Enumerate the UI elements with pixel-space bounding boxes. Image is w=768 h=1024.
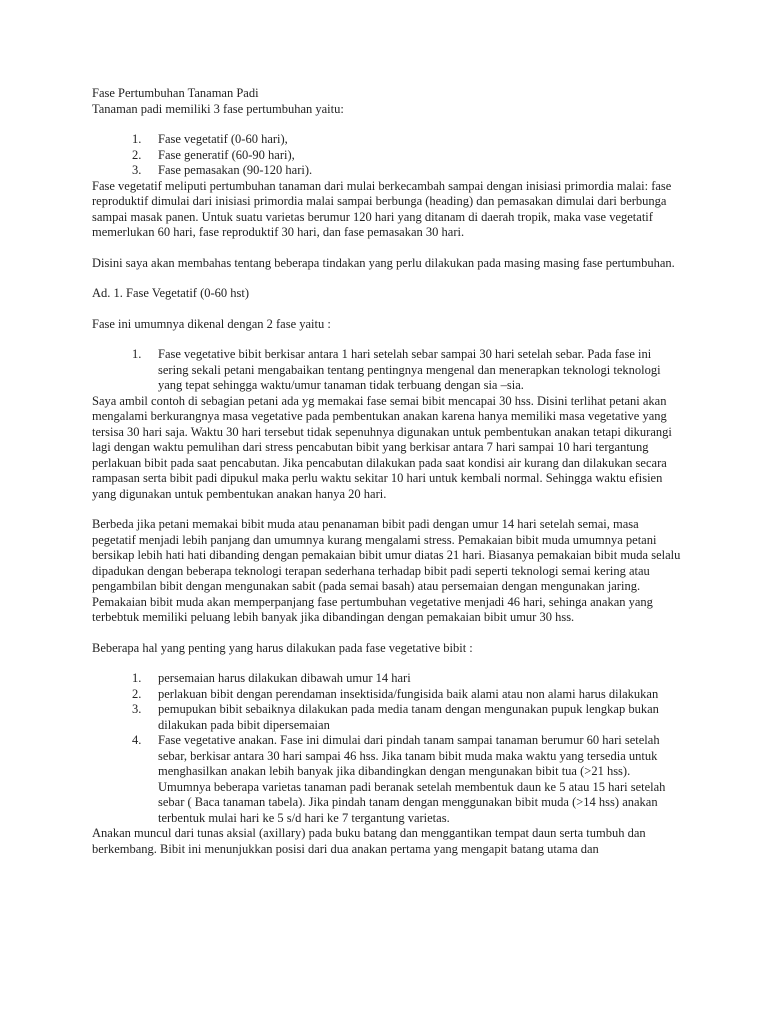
list-item-text: persemaian harus dilakukan dibawah umur 14 hari: [158, 671, 411, 685]
list-item: [92, 687, 682, 703]
tiller-paragraph: Anakan muncul dari tunas aksial (axillary) pada buku batang dan menggantikan tempat daun serta tumbuh dan berkembang. Bibit ini menunjukkan posisi dari dua anakan pertama yang mengapit batang utama dan: [92, 826, 646, 856]
list-item-text: Fase vegetative bibit berkisar antara 1 hari setelah sebar sampai 30 hari setelah sebar. Pada fase ini sering sekali petani mengabaikan tentang pentingnya mengenal dan menerapkan teknologi teknologi yang tepat sehingga waktu/umur tanaman tidak terbuang dengan sia –sia.: [158, 347, 661, 392]
list-item: [92, 733, 682, 826]
young-seedling-paragraph: Berbeda jika petani memakai bibit muda atau penanaman bibit padi dengan umur 14 hari setelah semai, masa pegetatif menjadi lebih panjang dan umumnya kurang mengalami stress. Pemakaian bibit muda umumnya petani bersikap lebih hati hati dibanding dengan pemakaian bibit umur diatas 21 hari. Biasanya pemakaian bibit muda selalu dipadukan dengan beberapa teknologi terapan sederhana terhadap bibit padi seperti teknologi semai kering atau pengambilan bibit dengan mengunakan sabit (pada semai basah) atau persemaian dengan mengunakan jaring. Pemakaian bibit muda akan memperpanjang fase pertumbuhan vegetative menjadi 46 hari, sehinga anakan yang terbebtuk memiliki peluang lebih banyak jika dibandingan dengan pemakaian bibit umur 30 hss.: [92, 517, 681, 624]
list-item: [92, 702, 682, 733]
spacer: [92, 271, 682, 286]
section-heading: Ad. 1. Fase Vegetatif (0-60 hst): [92, 286, 250, 300]
list-item-text: Fase generatif (60-90 hari),: [158, 147, 295, 162]
list-item-text: perlakuan bibit dengan perendaman insektisida/fungisida baik alami atau non alami harus dilakukan: [158, 686, 659, 701]
list-number: 1.: [132, 132, 142, 146]
list-item: [92, 148, 682, 164]
list-item-text: Fase vegetative anakan. Fase ini dimulai dari pindah tanam sampai tanaman berumur 60 hari setelah sebar, berkisar antara 30 hari sampai 46 hss. Jika tanam bibit muda maka waktu yang tersedia untuk menghasilkan anakan lebih banyak jika dibandingkan dengan mengunakan bibit tua (>21 hss). Umumnya beberapa varietas tanaman padi beranak setelah membentuk daun ke 5 atau 15 hari setelah sebar ( Baca tanaman tabela). Jika pindah tanam dengan menggunakan bibit muda (>14 hss) anakan terbentuk mulai hari ke 5 s/d hari ke 7 tergantung varietas.: [158, 733, 666, 825]
list-number: 1.: [132, 347, 142, 361]
discussion-intro-paragraph: Disini saya akan membahas tentang beberapa tindakan yang perlu dilakukan pada masing masing fase pertumbuhan.: [92, 255, 675, 270]
list-item-text: Fase pemasakan (90-120 hari).: [158, 163, 313, 177]
list-number: 2.: [132, 686, 142, 701]
important-steps-list: [92, 671, 682, 826]
example-paragraph: Saya ambil contoh di sebagian petani ada yg memakai fase semai bibit mencapai 30 hss. Disini terlihat petani akan mengalami berkurangnya masa vegetative pada pembentukan anakan karena hanya memiliki masa vegetative yang tersisa 30 hari saja. Waktu 30 hari tersebut tidak sepenuhnya digunakan untuk pembentukan anakan tetapi dikurangi lagi dengan waktu pemulihan dari stress pencabutan bibit yang berkisar antara 7 hari sampai 10 hari tergantung perlakuan bibit pada saat pencabutan. Jika pencabutan dilakukan pada saat kondisi air kurang dan dilakukan secara rampasan serta bibit padi dipukul maka perlu waktu sekitar 10 hari untuk kembali normal. Sehingga waktu efisien yang digunakan untuk pembentukan anakan hanya 20 hari.: [92, 393, 672, 501]
vegetative-phase-list: [92, 347, 682, 394]
spacer: [92, 332, 682, 347]
spacer: [92, 626, 682, 641]
list-item-text: pemupukan bibit sebaiknya dilakukan pada media tanam dengan mengunakan pupuk lengkap bukan dilakukan pada bibit dipersemaian: [158, 702, 659, 732]
subphase-intro-paragraph: Fase ini umumnya dikenal dengan 2 fase yaitu :: [92, 316, 331, 331]
phase-list: [92, 132, 682, 179]
spacer: [92, 302, 682, 317]
phase-description-paragraph: Fase vegetatif meliputi pertumbuhan tanaman dari mulai berkecambah sampai dengan inisiasi primordia malai: fase reproduktif dimulai dari inisiasi primordia malai sampai berbunga (heading) dan pemasakan dimulai dari berbunga sampai masak panen. Untuk suatu varietas berumur 120 hari yang ditanam di daerah tropik, maka vase vegetatif memerlukan 60 hari, fase reproduktif 30 hari, dan fase pemasakan 30 hari.: [92, 178, 672, 239]
list-item: [92, 671, 682, 687]
list-number: 1.: [132, 671, 142, 685]
list-item-text: Fase vegetatif (0-60 hari),: [158, 132, 288, 146]
list-item: [92, 163, 682, 179]
spacer: [92, 117, 682, 132]
spacer: [92, 656, 682, 671]
list-number: 2.: [132, 147, 142, 162]
document-body: [92, 86, 682, 857]
list-number: 4.: [132, 733, 142, 747]
list-number: 3.: [132, 702, 142, 716]
document-title: Fase Pertumbuhan Tanaman Padi: [92, 86, 259, 100]
list-number: 3.: [132, 163, 142, 177]
intro-paragraph: Tanaman padi memiliki 3 fase pertumbuhan yaitu:: [92, 101, 344, 116]
list-item: [92, 132, 682, 148]
important-steps-intro: Beberapa hal yang penting yang harus dilakukan pada fase vegetative bibit :: [92, 640, 473, 655]
spacer: [92, 241, 682, 256]
spacer: [92, 502, 682, 517]
list-item: [92, 347, 682, 394]
